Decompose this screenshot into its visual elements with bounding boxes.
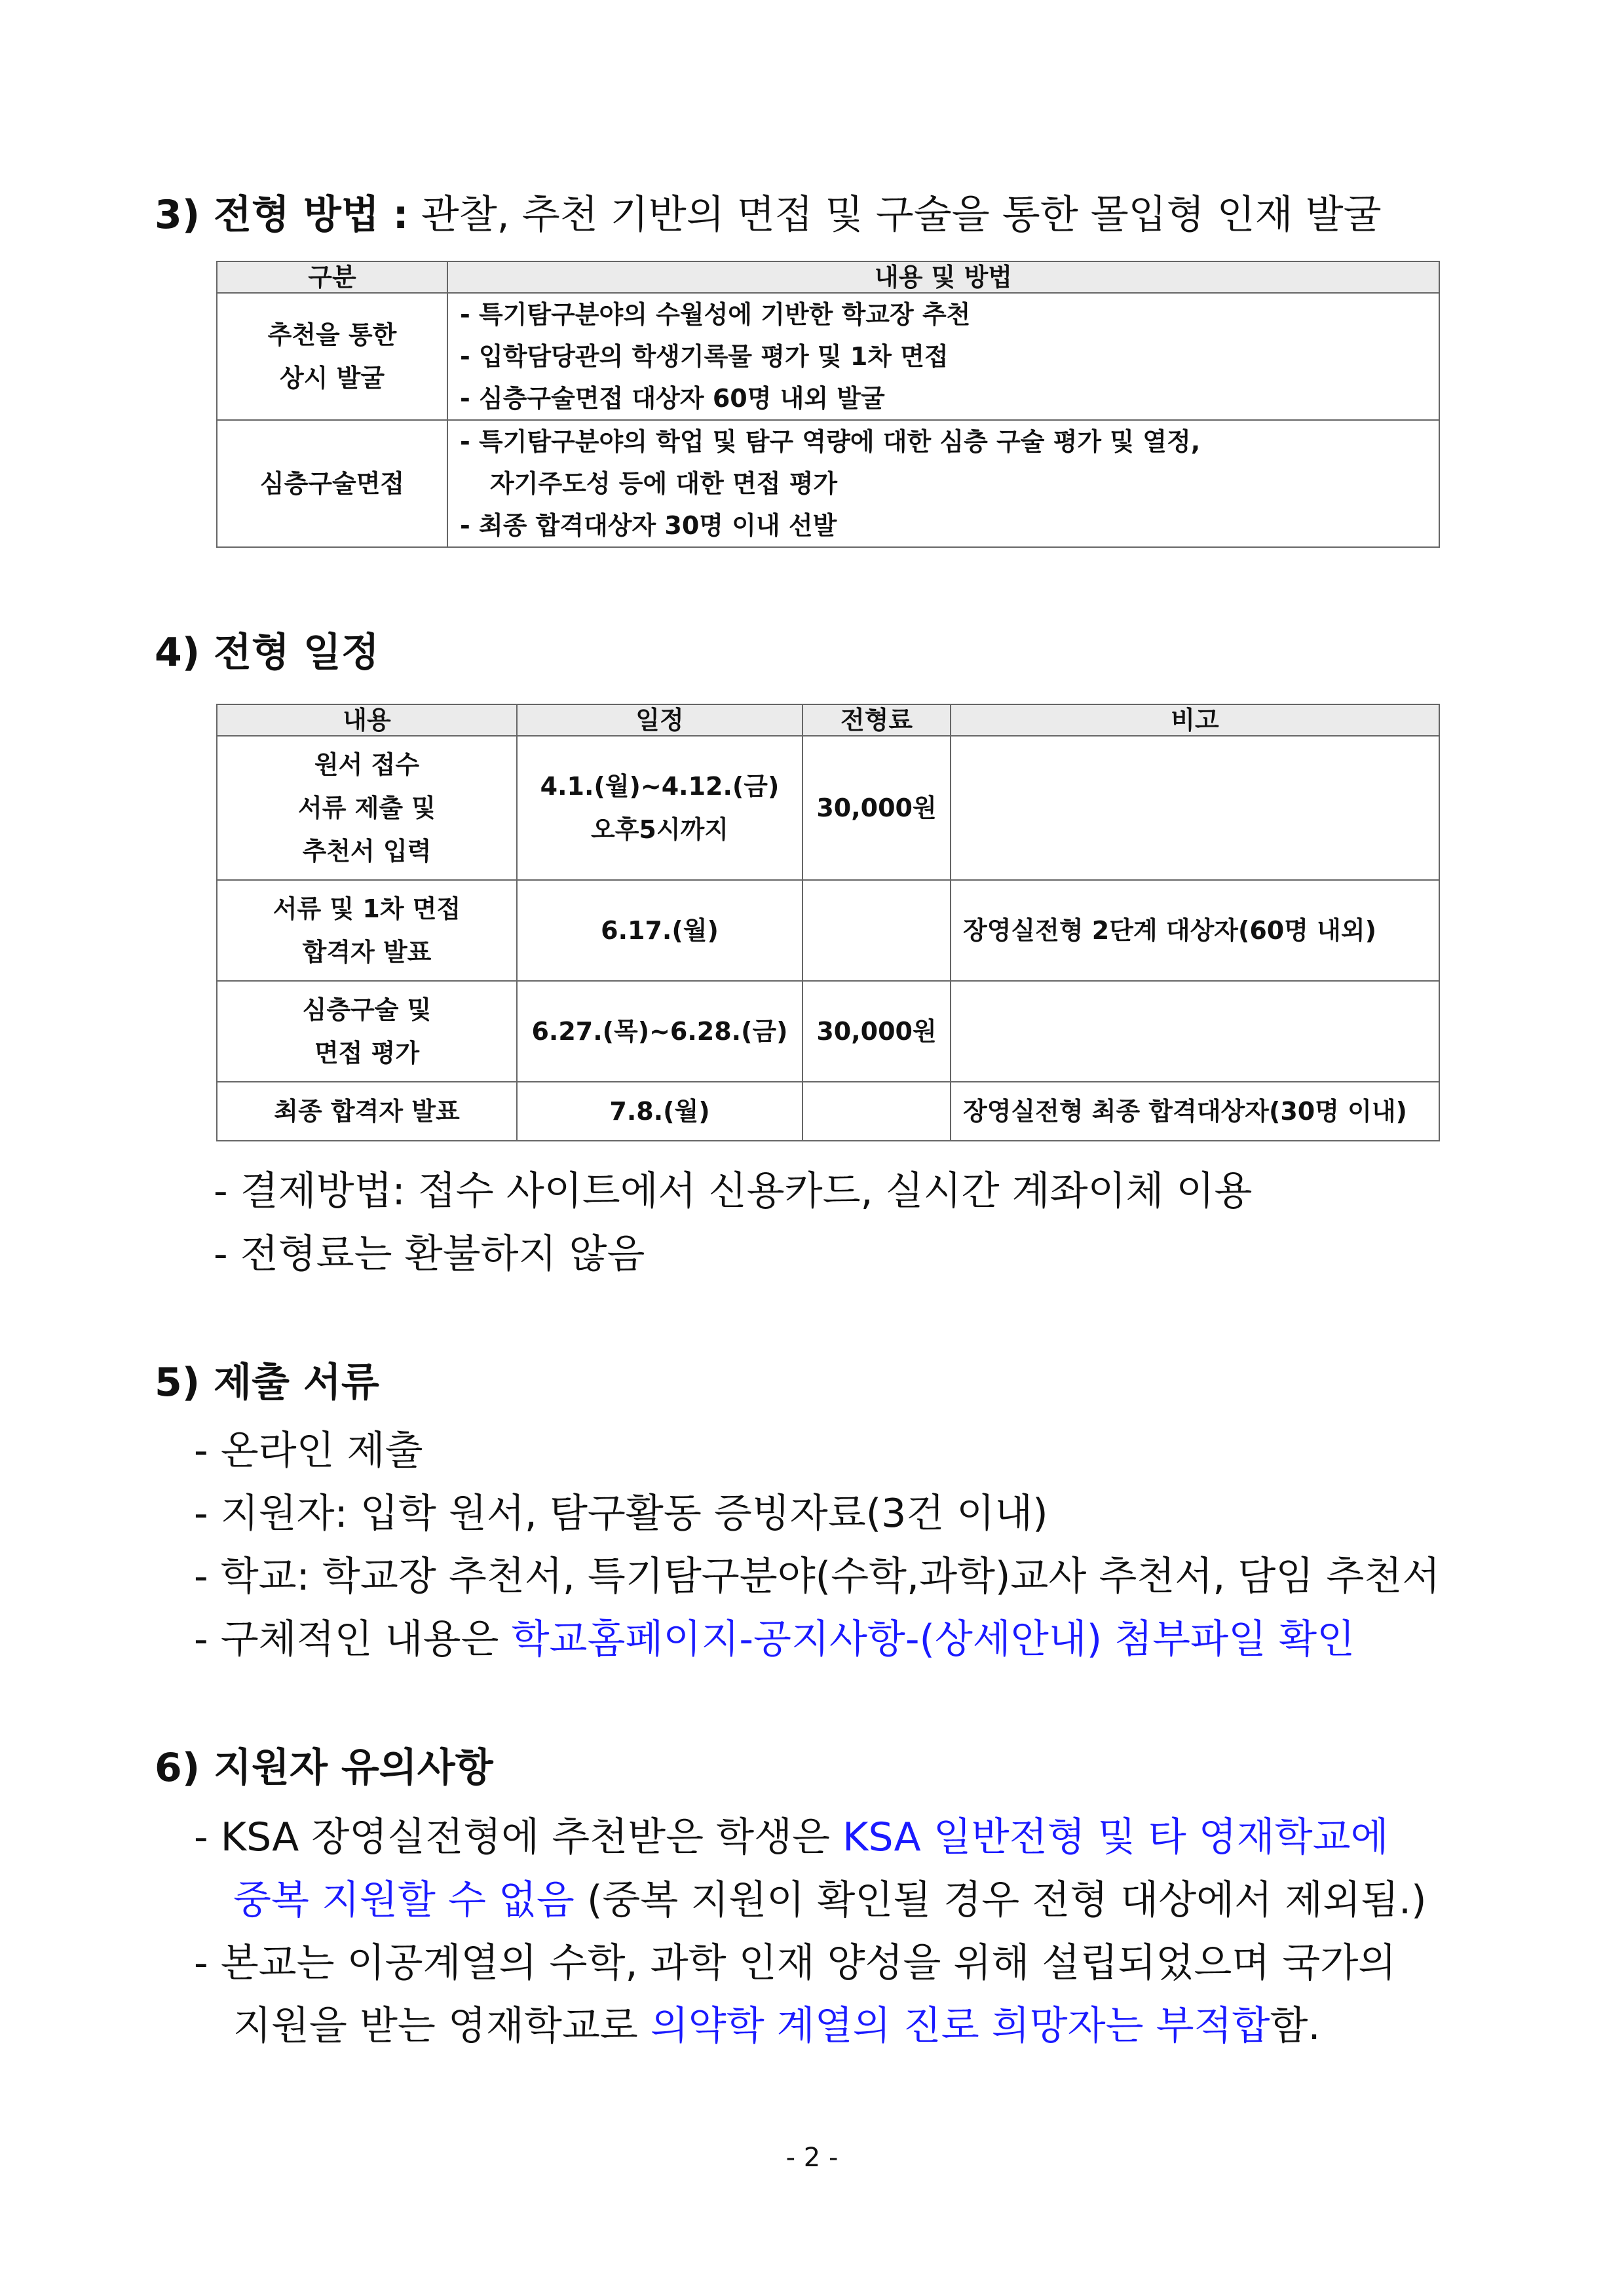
content-line: 추천서 입력 <box>302 837 432 866</box>
row-content <box>217 981 517 1082</box>
section4-title-text: 4) 전형 일정 <box>155 630 379 676</box>
schedule-table <box>216 704 1440 1141</box>
list-item <box>194 1608 1355 1671</box>
text-span: 함. <box>1270 2003 1321 2049</box>
schedule-line: 6.27.(목)~6.28.(금) <box>531 1017 788 1046</box>
list-item: - 지원자: 입학 원서, 탐구활동 증빙자료(3건 이내) <box>194 1491 1048 1537</box>
content-line: 원서 접수 <box>314 750 420 779</box>
section6-title <box>155 1742 493 1794</box>
text-span: 지원을 받는 영재학교로 <box>233 2003 651 2049</box>
content-line: - 입학담당관의 학생기록물 평가 및 1차 면접 <box>460 342 949 371</box>
header-content: 내용 및 방법 <box>447 261 1439 293</box>
content-line: - 특기탐구분야의 수월성에 기반한 학교장 추천 <box>460 300 971 329</box>
table-header-row <box>217 704 1439 736</box>
header-schedule: 일정 <box>517 704 803 736</box>
content-line: 면접 평가 <box>314 1039 420 1067</box>
row-content <box>217 1082 517 1141</box>
table-row <box>217 981 1439 1082</box>
row-note <box>951 736 1439 880</box>
row-category <box>217 420 447 547</box>
schedule-line: 7.8.(월) <box>609 1097 710 1126</box>
category-line: 추천을 통한 <box>267 320 397 349</box>
row-note: 장영실전형 최종 합격대상자(30명 이내) <box>951 1082 1439 1141</box>
header-note: 비고 <box>951 704 1439 736</box>
category-line: 상시 발굴 <box>279 364 385 392</box>
row-content <box>217 880 517 981</box>
list-item: - 온라인 제출 <box>194 1428 423 1474</box>
table-row <box>217 1082 1439 1141</box>
content-line: 서류 제출 및 <box>298 794 436 822</box>
row-fee: 30,000원 <box>803 736 951 880</box>
row-schedule <box>517 1082 803 1141</box>
content-line: - 심층구술면접 대상자 60명 내외 발굴 <box>460 384 885 413</box>
header-content: 내용 <box>217 704 517 736</box>
schedule-line: 오후5시까지 <box>591 815 728 844</box>
schedule-line: 4.1.(월)~4.12.(금) <box>540 772 780 801</box>
row-category <box>217 293 447 420</box>
section4-title <box>155 626 379 679</box>
text-span: - KSA 장영실전형에 추천받은 학생은 <box>194 1814 843 1860</box>
row-schedule <box>517 981 803 1082</box>
table-row <box>217 293 1439 420</box>
header-category: 구분 <box>217 261 447 293</box>
row-content <box>447 420 1439 547</box>
row-fee <box>803 1082 951 1141</box>
content-line: 서류 및 1차 면접 <box>273 894 461 923</box>
section5-title <box>155 1356 379 1409</box>
row-fee <box>803 880 951 981</box>
content-line: - 특기탐구분야의 학업 및 탐구 역량에 대한 심층 구술 평가 및 열정, <box>460 427 1201 456</box>
selection-method-table <box>216 261 1440 548</box>
notice-paragraph-2-line-1: - 본교는 이공계열의 수학, 과학 인재 양성을 위해 설립되었으며 국가의 <box>194 1940 1397 1986</box>
table-row <box>217 736 1439 880</box>
section3-title-text: 관찰, 추천 기반의 면접 및 구술을 통한 몰입형 인재 발굴 <box>408 192 1382 238</box>
row-note: 장영실전형 2단계 대상자(60명 내외) <box>951 880 1439 981</box>
row-note <box>951 981 1439 1082</box>
section6-title-text: 6) 지원자 유의사항 <box>155 1745 493 1791</box>
section5-title-text: 5) 제출 서류 <box>155 1360 379 1406</box>
highlight-text: KSA 일반전형 및 타 영재학교에 <box>842 1814 1389 1860</box>
notice-paragraph-1-line-1 <box>194 1806 1389 1869</box>
highlight-text: 의약학 계열의 진로 희망자는 부적합 <box>650 2003 1270 2049</box>
list-item: - 학교: 학교장 추천서, 특기탐구분야(수학,과학)교사 추천서, 담임 추천서 <box>194 1554 1441 1599</box>
text-span: (중복 지원이 확인될 경우 전형 대상에서 제외됨.) <box>574 1877 1427 1923</box>
table-header-row <box>217 261 1439 293</box>
table-row <box>217 880 1439 981</box>
row-fee: 30,000원 <box>803 981 951 1082</box>
schedule-line: 6.17.(월) <box>601 916 719 945</box>
content-line: - 최종 합격대상자 30명 이내 선발 <box>460 511 837 540</box>
highlight-text: 중복 지원할 수 없음 <box>233 1877 575 1923</box>
notice-paragraph-1-line-2 <box>233 1869 1427 1932</box>
content-line: 합격자 발표 <box>302 938 432 966</box>
page-number: - 2 - <box>785 2143 839 2173</box>
notice-paragraph-2-line-2 <box>233 1995 1321 2057</box>
table-row <box>217 420 1439 547</box>
header-fee: 전형료 <box>803 704 951 736</box>
row-content <box>447 293 1439 420</box>
section3-number-label: 3) 전형 방법 : <box>155 192 409 238</box>
payment-note: - 결제방법: 접수 사이트에서 신용카드, 실시간 계좌이체 이용 <box>214 1168 1253 1214</box>
section3-title <box>155 189 1382 241</box>
row-content <box>217 736 517 880</box>
content-line: 자기주도성 등에 대한 면접 평가 <box>490 469 838 498</box>
content-line: 최종 합격자 발표 <box>274 1097 460 1126</box>
refund-note: - 전형료는 환불하지 않음 <box>214 1231 645 1277</box>
category-line: 심층구술면접 <box>259 469 405 498</box>
content-line: 심층구술 및 <box>302 995 432 1024</box>
detail-prefix: - 구체적인 내용은 <box>194 1617 512 1662</box>
row-schedule <box>517 736 803 880</box>
row-schedule <box>517 880 803 981</box>
homepage-notice-link[interactable]: 학교홈페이지-공지사항-(상세안내) 첨부파일 확인 <box>511 1617 1355 1662</box>
